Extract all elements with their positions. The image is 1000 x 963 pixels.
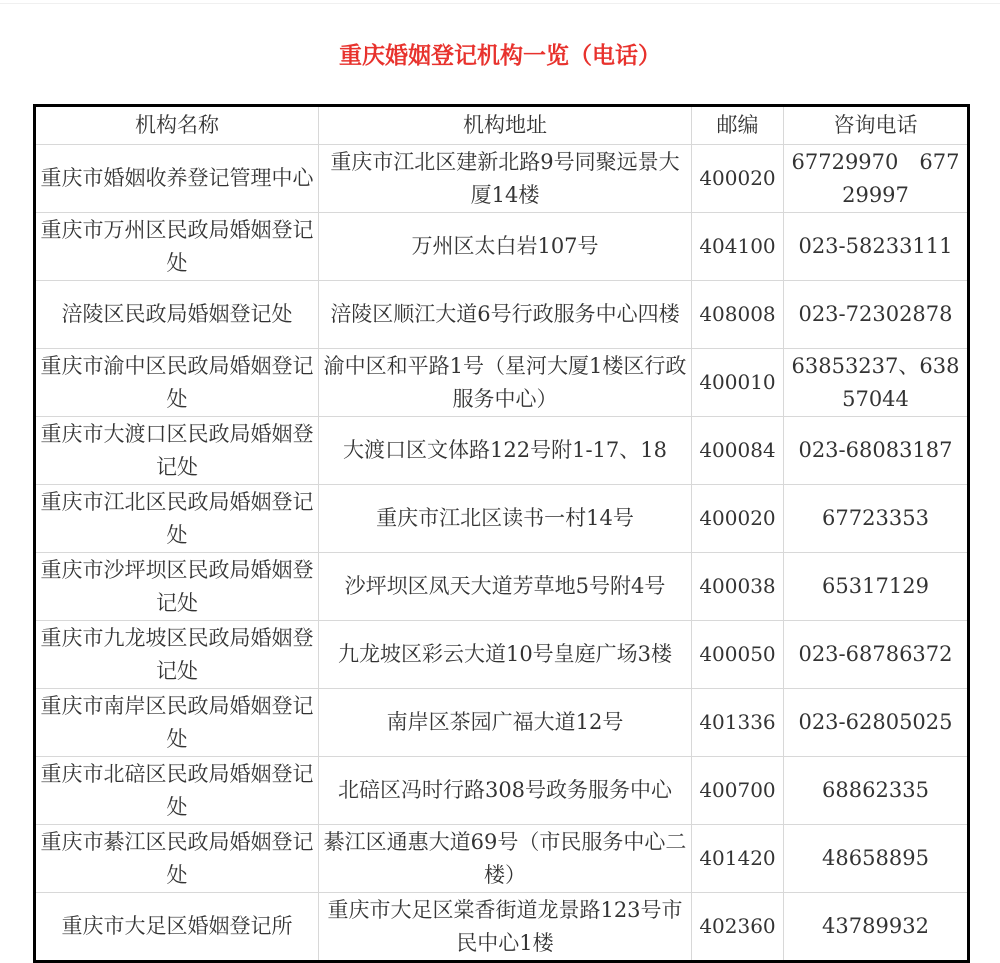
table-row <box>35 213 969 281</box>
postcode-cell: 400020 <box>692 145 784 213</box>
table-row <box>35 553 969 621</box>
postcode-cell: 400050 <box>692 621 784 689</box>
phone-cell: 023-58233111 <box>784 213 969 281</box>
postcode-cell: 401420 <box>692 825 784 893</box>
phone-cell: 68862335 <box>784 757 969 825</box>
institution-address-cell: 南岸区茶园广福大道12号 <box>319 689 692 757</box>
table-row <box>35 417 969 485</box>
postcode-cell: 402360 <box>692 893 784 962</box>
institution-address-cell: 北碚区冯时行路308号政务服务中心 <box>319 757 692 825</box>
registry-table-container <box>33 104 967 963</box>
phone-cell: 023-68083187 <box>784 417 969 485</box>
table-row <box>35 485 969 553</box>
phone-cell: 63853237、63857044 <box>784 349 969 417</box>
header-phone: 咨询电话 <box>784 106 969 145</box>
postcode-cell: 400010 <box>692 349 784 417</box>
phone-cell: 023-62805025 <box>784 689 969 757</box>
institution-name-cell: 重庆市江北区民政局婚姻登记处 <box>35 485 319 553</box>
institution-name-cell: 重庆市万州区民政局婚姻登记处 <box>35 213 319 281</box>
institution-address-cell: 沙坪坝区凤天大道芳草地5号附4号 <box>319 553 692 621</box>
header-postcode: 邮编 <box>692 106 784 145</box>
institution-name-cell: 重庆市沙坪坝区民政局婚姻登记处 <box>35 553 319 621</box>
top-divider <box>0 3 1000 4</box>
institution-address-cell: 万州区太白岩107号 <box>319 213 692 281</box>
table-row <box>35 893 969 962</box>
postcode-cell: 404100 <box>692 213 784 281</box>
table-row <box>35 145 969 213</box>
postcode-cell: 400020 <box>692 485 784 553</box>
table-body <box>35 145 969 962</box>
phone-cell: 43789932 <box>784 893 969 962</box>
institution-name-cell: 重庆市南岸区民政局婚姻登记处 <box>35 689 319 757</box>
institution-address-cell: 綦江区通惠大道69号（市民服务中心二楼） <box>319 825 692 893</box>
table-row <box>35 757 969 825</box>
page-title: 重庆婚姻登记机构一览（电话） <box>339 43 661 69</box>
table-row <box>35 689 969 757</box>
table-header-row <box>35 106 969 145</box>
postcode-cell: 400084 <box>692 417 784 485</box>
institution-address-cell: 重庆市江北区读书一村14号 <box>319 485 692 553</box>
phone-cell: 023-68786372 <box>784 621 969 689</box>
institution-name-cell: 重庆市大渡口区民政局婚姻登记处 <box>35 417 319 485</box>
header-institution-address: 机构地址 <box>319 106 692 145</box>
institution-address-cell: 重庆市江北区建新北路9号同聚远景大厦14楼 <box>319 145 692 213</box>
institution-address-cell: 渝中区和平路1号（星河大厦1楼区行政服务中心） <box>319 349 692 417</box>
phone-cell: 48658895 <box>784 825 969 893</box>
institution-name-cell: 重庆市綦江区民政局婚姻登记处 <box>35 825 319 893</box>
institution-name-cell: 重庆市北碚区民政局婚姻登记处 <box>35 757 319 825</box>
registry-table <box>33 104 970 963</box>
table-row <box>35 621 969 689</box>
header-institution-name: 机构名称 <box>35 106 319 145</box>
postcode-cell: 400038 <box>692 553 784 621</box>
phone-cell: 67723353 <box>784 485 969 553</box>
institution-address-cell: 涪陵区顺江大道6号行政服务中心四楼 <box>319 281 692 349</box>
postcode-cell: 408008 <box>692 281 784 349</box>
institution-name-cell: 重庆市婚姻收养登记管理中心 <box>35 145 319 213</box>
institution-name-cell: 涪陵区民政局婚姻登记处 <box>35 281 319 349</box>
table-row <box>35 825 969 893</box>
institution-address-cell: 大渡口区文体路122号附1-17、18 <box>319 417 692 485</box>
phone-cell: 023-72302878 <box>784 281 969 349</box>
table-row <box>35 281 969 349</box>
postcode-cell: 401336 <box>692 689 784 757</box>
phone-cell: 67729970 67729997 <box>784 145 969 213</box>
postcode-cell: 400700 <box>692 757 784 825</box>
institution-name-cell: 重庆市九龙坡区民政局婚姻登记处 <box>35 621 319 689</box>
phone-cell: 65317129 <box>784 553 969 621</box>
institution-address-cell: 九龙坡区彩云大道10号皇庭广场3楼 <box>319 621 692 689</box>
institution-address-cell: 重庆市大足区棠香街道龙景路123号市民中心1楼 <box>319 893 692 962</box>
institution-name-cell: 重庆市渝中区民政局婚姻登记处 <box>35 349 319 417</box>
institution-name-cell: 重庆市大足区婚姻登记所 <box>35 893 319 962</box>
table-row <box>35 349 969 417</box>
